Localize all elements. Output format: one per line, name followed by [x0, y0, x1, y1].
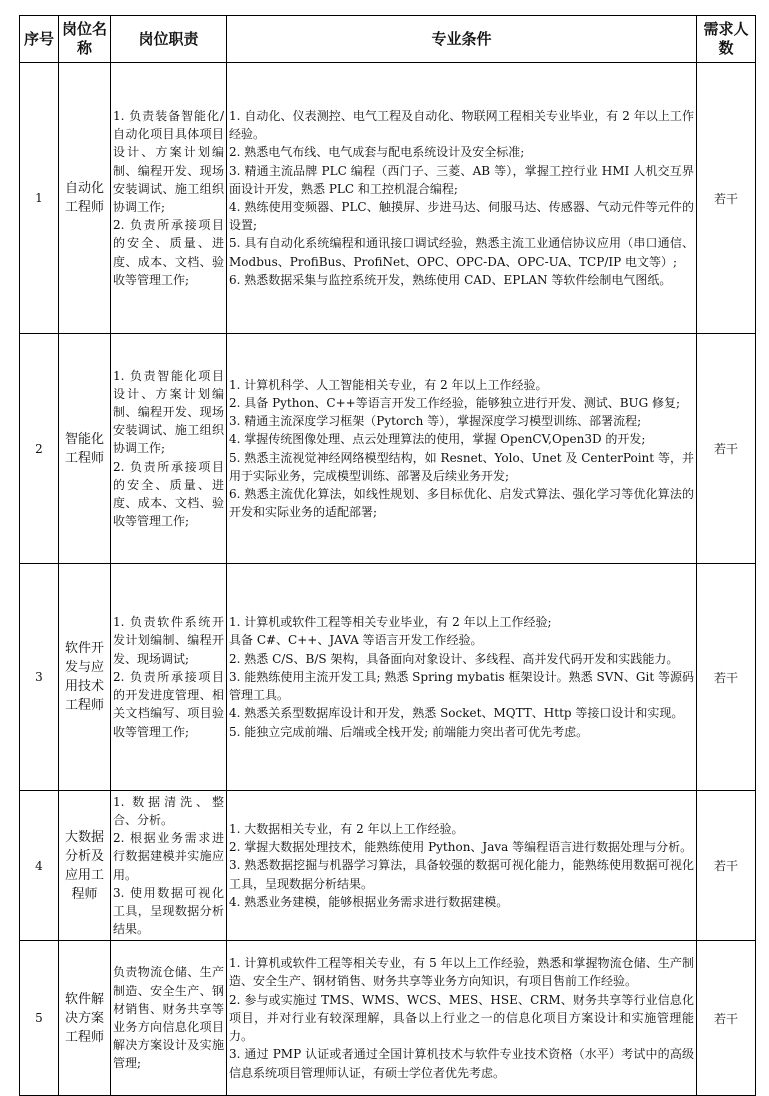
row-duties — [111, 334, 227, 564]
header-position: 岗位名称 — [59, 16, 111, 63]
row-duties — [111, 791, 227, 941]
requirement-line: 2. 具备 Python、C++等语言开发工作经验，能够独立进行开发、测试、BUG 修复; — [229, 395, 681, 410]
row-seq: 4 — [20, 791, 59, 941]
requirement-line: 4. 熟练使用变频器、PLC、触摸屏、步进马达、伺服马达、传感器、气动元件等元件的设置; — [229, 200, 694, 233]
requirement-line: 3. 能熟练使用主流开发工具; 熟悉 Spring mybatis 框架设计。熟悉 SVN、Git 等源码管理工具。 — [229, 669, 694, 703]
requirement-line: 4. 掌握传统图像处理、点云处理算法的使用，掌握 OpenCV,Open3D 的开发; — [229, 432, 646, 447]
row-seq: 3 — [20, 564, 59, 791]
requirement-line: 3. 熟悉数据挖掘与机器学习算法，具备较强的数据可视化能力，能熟练使用数据可视化工具，呈现数据分析结果。 — [229, 858, 694, 891]
requirement-line: 3. 通过 PMP 认证或者通过全国计算机技术与软件专业技术资格（水平）考试中的高级信息系统项目管理师认证，有硕士学位者优先考虑。 — [229, 1047, 694, 1080]
duty-line: 1. 数据清洗、整合、分析。 — [113, 794, 224, 827]
requirement-line: 2. 熟悉 C/S、B/S 架构，具备面向对象设计、多线程、高并发代码开发和实践能力。 — [229, 651, 679, 666]
row-seq: 2 — [20, 334, 59, 564]
row-title: 软件开发与应用技术工程师 — [59, 564, 111, 791]
header-count: 需求人数 — [697, 16, 756, 63]
duty-line: 1. 负责装备智能化/自动化项目具体项目设计、方案计划编制、编程开发、现场安装调试、施工组织协调工作; — [113, 108, 224, 214]
requirement-line: 6. 熟悉主流优化算法，如线性规划、多目标优化、启发式算法、强化学习等优化算法的开发和实际业务的适配部署; — [229, 486, 694, 520]
row-title: 自动化工程师 — [59, 63, 111, 334]
table-row — [20, 791, 756, 941]
requirement-line: 1. 自动化、仪表测控、电气工程及自动化、物联网工程相关专业毕业，有 2 年以上工作经验。 — [229, 108, 694, 142]
header-requirements: 专业条件 — [227, 16, 697, 63]
requirement-line: 1. 计算机或软件工程等相关专业毕业，有 2 年以上工作经验; — [229, 615, 552, 630]
table-row — [20, 941, 756, 1096]
row-count: 若干 — [697, 63, 756, 334]
header-seq: 序号 — [20, 16, 59, 63]
duty-line: 3. 使用数据可视化工具，呈现数据分析结果。 — [113, 885, 224, 937]
duty-line: 1. 负责软件系统开发计划编制、编程开发、现场调试; — [113, 615, 224, 666]
row-duties — [111, 63, 227, 334]
requirement-line: 1. 大数据相关专业，有 2 年以上工作经验。 — [229, 821, 464, 836]
requirement-line: 2. 掌握大数据处理技术，能熟练使用 Python、Java 等编程语言进行数据处理与分析。 — [229, 840, 693, 855]
row-requirements — [227, 941, 697, 1096]
header-row — [20, 16, 756, 63]
row-count: 若干 — [697, 334, 756, 564]
row-title: 大数据分析及应用工程师 — [59, 791, 111, 941]
requirement-line: 2. 熟悉电气布线、电气成套与配电系统设计及安全标准; — [229, 145, 525, 160]
row-count: 若干 — [697, 941, 756, 1096]
duty-line: 2. 负责所承接项目的开发进度管理、相关文档编写、项目验收等管理工作; — [113, 669, 224, 739]
duty-line: 2. 根据业务需求进行数据建模并实施应用。 — [113, 831, 224, 882]
row-requirements — [227, 334, 697, 564]
row-title: 智能化工程师 — [59, 334, 111, 564]
row-count: 若干 — [697, 564, 756, 791]
requirement-line: 3. 精通主流品牌 PLC 编程（西门子、三菱、AB 等），掌握工控行业 HMI 人机交互界面设计开发，熟悉 PLC 和工控机混合编程; — [229, 163, 694, 196]
row-requirements — [227, 63, 697, 334]
job-table — [19, 15, 756, 1096]
duty-line: 2. 负责所承接项目的安全、质量、进度、成本、文档、验收等管理工作; — [113, 459, 224, 529]
row-duties — [111, 941, 227, 1096]
header-duty: 岗位职责 — [111, 16, 227, 63]
table-row — [20, 334, 756, 564]
row-title: 软件解决方案工程师 — [59, 941, 111, 1096]
requirement-line: 5. 具有自动化系统编程和通讯接口调试经验，熟悉主流工业通信协议应用（串口通信、Modbus、ProfiBus、ProfiNet、OPC、OPC-DA、OPC-UA、TCP/IP 电文等）; — [229, 236, 694, 269]
duty-line: 2. 负责所承接项目的安全、质量、进度、成本、文档、验收等管理工作; — [113, 218, 224, 287]
row-seq: 5 — [20, 941, 59, 1096]
row-requirements — [227, 791, 697, 941]
duty-line: 负责物流仓储、生产制造、安全生产、钢材销售、财务共享等业务方向信息化项目解决方案设计及实施管理; — [113, 965, 224, 1071]
table-row — [20, 564, 756, 791]
row-duties — [111, 564, 227, 791]
requirement-line: 6. 熟悉数据采集与监控系统开发，熟练使用 CAD、EPLAN 等软件绘制电气图纸。 — [229, 272, 672, 287]
table-row — [20, 63, 756, 334]
requirement-line: 5. 熟悉主流视觉神经网络模型结构，如 Resnet、Yolo、Unet 及 CenterPoint 等，并用于实际业务，完成模型训练、部署及后续业务开发; — [229, 450, 694, 483]
row-seq: 1 — [20, 63, 59, 334]
requirement-line: 4. 熟悉业务建模，能够根据业务需求进行数据建模。 — [229, 894, 509, 909]
requirement-line: 5. 能独立完成前端、后端或全栈开发; 前端能力突出者可优先考虑。 — [229, 724, 589, 739]
row-count: 若干 — [697, 791, 756, 941]
requirement-line: 1. 计算机科学、人工智能相关专业，有 2 年以上工作经验。 — [229, 377, 548, 392]
requirement-line: 2. 参与或实施过 TMS、WMS、WCS、MES、HSE、CRM、财务共享等行业信息化项目，并对行业有较深理解，具备以上行业之一的信息化项目方案设计和实施管理能力。 — [229, 992, 694, 1044]
row-requirements — [227, 564, 697, 791]
requirement-line: 1. 计算机或软件工程等相关专业，有 5 年以上工作经验，熟悉和掌握物流仓储、生产制造、安全生产、钢材销售、财务共享等业务方向知识，有项目售前工作经验。 — [229, 956, 694, 989]
requirement-line: 具备 C#、C++、JAVA 等语言开发工作经验。 — [229, 633, 483, 648]
requirement-line: 4. 熟悉关系型数据库设计和开发，熟悉 Socket、MQTT、Http 等接口设计和实现。 — [229, 706, 684, 721]
requirement-line: 3. 精通主流深度学习框架（Pytorch 等），掌握深度学习模型训练、部署流程; — [229, 414, 642, 429]
duty-line: 1. 负责智能化项目设计、方案计划编制、编程开发、现场安装调试、施工组织协调工作; — [113, 368, 224, 456]
